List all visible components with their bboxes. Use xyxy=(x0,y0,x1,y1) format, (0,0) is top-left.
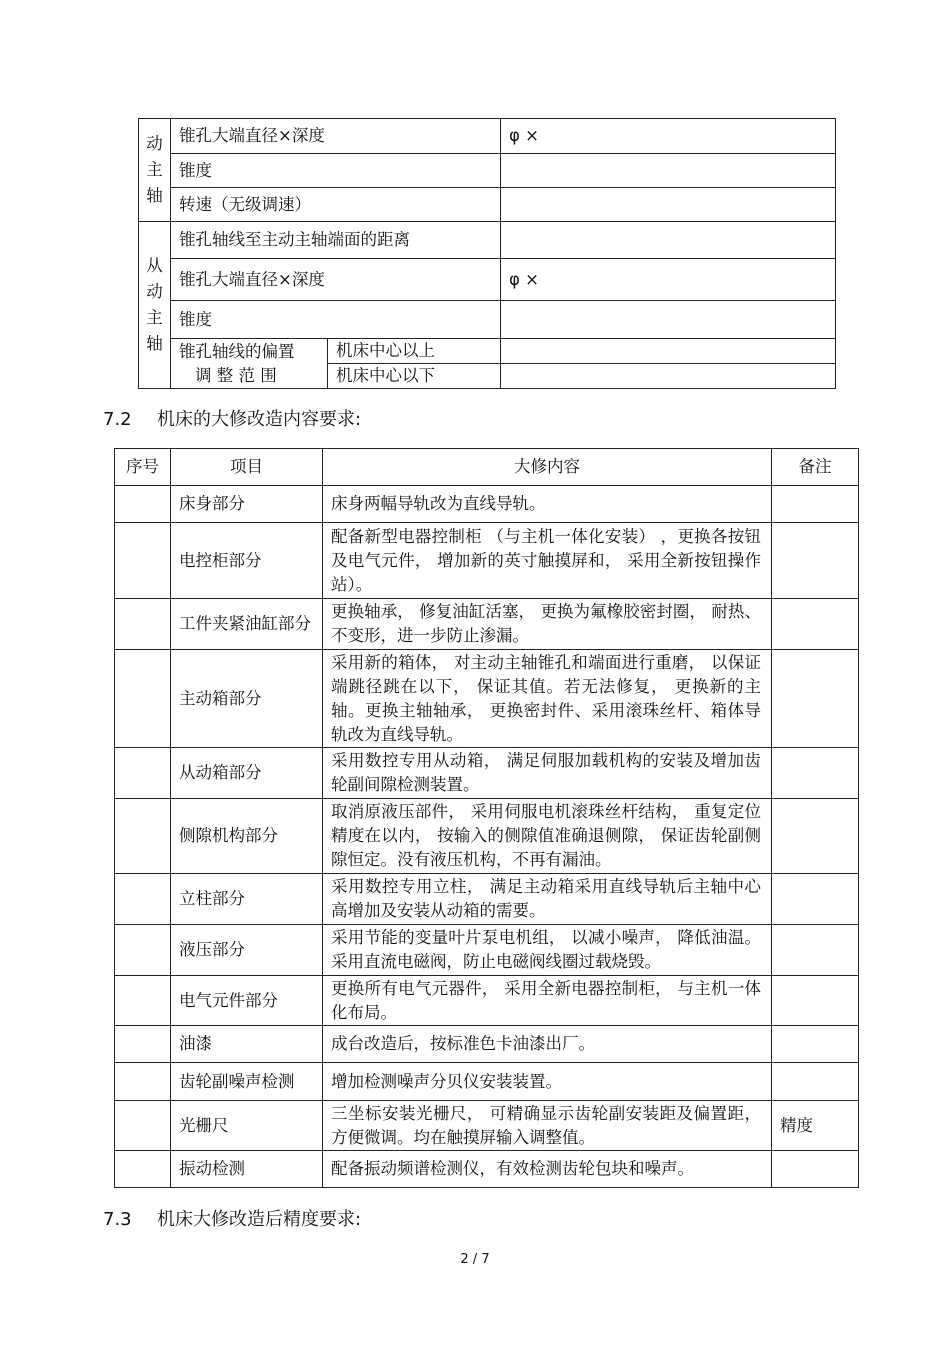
section-heading-7-2 xyxy=(103,405,361,431)
row-note xyxy=(772,874,859,925)
offset-sub-above: 机床中心以上 xyxy=(328,339,501,364)
row-content: 增加检测噪声分贝仪安装装置。 xyxy=(323,1063,772,1101)
table-row xyxy=(115,748,859,799)
row-content: 更换所有电气元器件， 采用全新电器控制柜， 与主机一体化布局。 xyxy=(323,976,772,1026)
row-no xyxy=(115,650,171,748)
row-item: 液压部分 xyxy=(171,925,323,976)
section-heading-7-3 xyxy=(103,1205,361,1231)
offset-sub-below: 机床中心以下 xyxy=(328,364,501,389)
group-label-text: 动主轴 xyxy=(146,134,163,205)
table-row xyxy=(115,599,859,650)
row-content: 配备振动频谱检测仪，有效检测齿轮包块和噪声。 xyxy=(323,1151,772,1188)
row-item: 电控柜部分 xyxy=(171,523,323,599)
row-no xyxy=(115,748,171,799)
row-item: 主动箱部分 xyxy=(171,650,323,748)
table-row xyxy=(115,874,859,925)
row-no xyxy=(115,874,171,925)
spec-value xyxy=(501,222,836,259)
section-title: 机床的大修改造内容要求: xyxy=(157,409,362,430)
spec-value xyxy=(501,188,836,222)
row-item: 振动检测 xyxy=(171,1151,323,1188)
row-content: 采用新的箱体， 对主动主轴锥孔和端面进行重磨， 以保证端跳径跳在以下， 保证其值。若无法修复， 更换新的主轴。更换主轴轴承， 更换密封件、采用滚珠丝杆、箱体导轨改为直线导轨。 xyxy=(323,650,772,748)
spec-item: 锥度 xyxy=(171,154,501,188)
row-item: 光栅尺 xyxy=(171,1101,323,1151)
table-row xyxy=(115,976,859,1026)
spec-value xyxy=(501,301,836,339)
row-note xyxy=(772,599,859,650)
group-label-text: 从动主轴 xyxy=(146,256,163,353)
overhaul-content-table xyxy=(114,448,859,1188)
row-no xyxy=(115,486,171,523)
row-item: 电气元件部分 xyxy=(171,976,323,1026)
row-no xyxy=(115,1063,171,1101)
row-no xyxy=(115,925,171,976)
row-note xyxy=(772,1063,859,1101)
row-no xyxy=(115,1101,171,1151)
row-item: 立柱部分 xyxy=(171,874,323,925)
row-content: 三坐标安装光栅尺， 可精确显示齿轮副安装距及偏置距，方便微调。均在触摸屏输入调整值。 xyxy=(323,1101,772,1151)
row-item: 齿轮副噪声检测 xyxy=(171,1063,323,1101)
row-content: 更换轴承， 修复油缸活塞， 更换为氟橡胶密封圈， 耐热、不变形，进一步防止渗漏。 xyxy=(323,599,772,650)
table-row xyxy=(115,486,859,523)
table-row xyxy=(115,925,859,976)
spec-value: φ × xyxy=(501,119,836,154)
table-row xyxy=(115,1151,859,1188)
row-note xyxy=(772,976,859,1026)
spec-value xyxy=(501,364,836,389)
row-no xyxy=(115,523,171,599)
header-item: 项目 xyxy=(171,449,323,486)
row-content: 采用数控专用从动箱， 满足伺服加载机构的安装及增加齿轮副间隙检测装置。 xyxy=(323,748,772,799)
row-content: 采用节能的变量叶片泵电机组， 以减小噪声， 降低油温。采用直流电磁阀，防止电磁阀线圈过载烧毁。 xyxy=(323,925,772,976)
row-note xyxy=(772,925,859,976)
offset-range-item xyxy=(171,339,328,389)
table-row xyxy=(115,1063,859,1101)
row-note xyxy=(772,486,859,523)
offset-item-line2: 调 整 范 围 xyxy=(195,365,277,385)
spec-item: 转速（无级调速） xyxy=(171,188,501,222)
spec-value xyxy=(501,154,836,188)
spec-value xyxy=(501,339,836,364)
spec-item: 锥孔大端直径×深度 xyxy=(171,259,501,301)
row-no xyxy=(115,1151,171,1188)
row-note xyxy=(772,799,859,874)
row-item: 从动箱部分 xyxy=(171,748,323,799)
group-label-driving-spindle xyxy=(139,119,171,222)
spindle-spec-table xyxy=(138,118,836,389)
table-header-row xyxy=(115,449,859,486)
row-note xyxy=(772,1151,859,1188)
table-row xyxy=(115,523,859,599)
table-row xyxy=(115,1101,859,1151)
row-no xyxy=(115,1026,171,1063)
row-item: 油漆 xyxy=(171,1026,323,1063)
section-number: 7.3 xyxy=(103,1209,132,1230)
page-number: 2 / 7 xyxy=(460,1252,490,1267)
offset-item-line1: 锥孔轴线的偏置 xyxy=(179,341,295,361)
header-no: 序号 xyxy=(115,449,171,486)
table-row xyxy=(115,650,859,748)
spec-value: φ × xyxy=(501,259,836,301)
row-item: 工件夹紧油缸部分 xyxy=(171,599,323,650)
row-note xyxy=(772,748,859,799)
row-note: 精度 xyxy=(772,1101,859,1151)
section-title: 机床大修改造后精度要求: xyxy=(157,1209,362,1230)
row-content: 采用数控专用立柱， 满足主动箱采用直线导轨后主轴中心高增加及安装从动箱的需要。 xyxy=(323,874,772,925)
table-row xyxy=(115,1026,859,1063)
row-content: 取消原液压部件， 采用伺服电机滚珠丝杆结构， 重复定位精度在以内， 按输入的侧隙值准确退侧隙， 保证齿轮副侧隙恒定。没有液压机构，不再有漏油。 xyxy=(323,799,772,874)
section-number: 7.2 xyxy=(103,409,132,430)
group-label-driven-spindle xyxy=(139,222,171,389)
header-content: 大修内容 xyxy=(323,449,772,486)
row-item: 侧隙机构部分 xyxy=(171,799,323,874)
row-no xyxy=(115,799,171,874)
table-row xyxy=(115,799,859,874)
row-content: 配备新型电器控制柜 （与主机一体化安装） ，更换各按钮及电气元件， 增加新的英寸触摸屏和， 采用全新按钮操作站）。 xyxy=(323,523,772,599)
row-note xyxy=(772,523,859,599)
row-note xyxy=(772,1026,859,1063)
row-content: 成台改造后，按标准色卡油漆出厂。 xyxy=(323,1026,772,1063)
row-note xyxy=(772,650,859,748)
header-note: 备注 xyxy=(772,449,859,486)
row-no xyxy=(115,976,171,1026)
row-no xyxy=(115,599,171,650)
row-item: 床身部分 xyxy=(171,486,323,523)
spec-item: 锥度 xyxy=(171,301,501,339)
spec-item: 锥孔大端直径×深度 xyxy=(171,119,501,154)
spec-item: 锥孔轴线至主动主轴端面的距离 xyxy=(171,222,501,259)
row-content: 床身两幅导轨改为直线导轨。 xyxy=(323,486,772,523)
